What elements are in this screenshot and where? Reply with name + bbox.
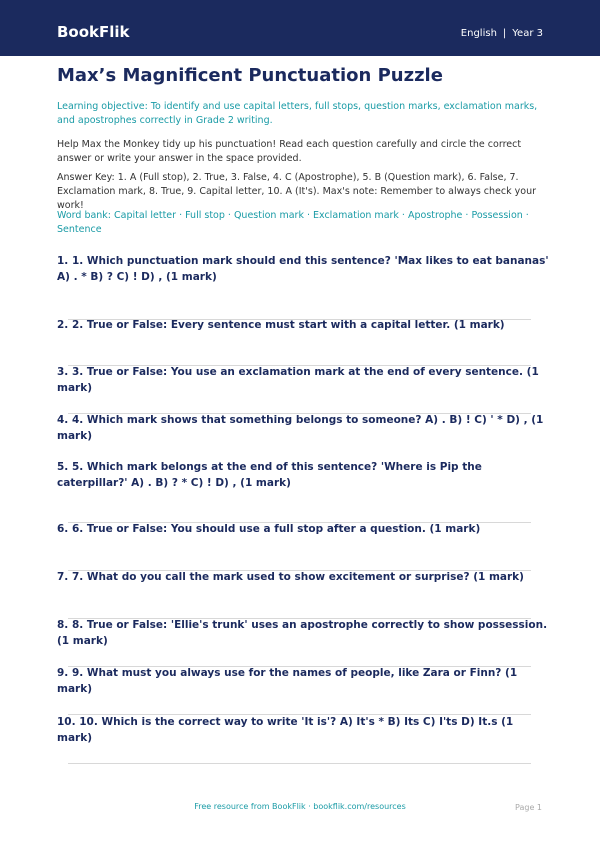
question-10: 10. 10. Which is the correct way to write 'It is'? A) It's * B) Its C) I'ts D) It.s (1 mark) [57,716,514,744]
question-4: 4. 4. Which mark shows that something belongs to someone? A) . B) ! C) ' * D) , (1 mark) [57,414,544,442]
footer-resource-link[interactable]: Free resource from BookFlik · bookflik.com/resources [194,802,406,811]
brand-logo[interactable]: BookFlik [57,23,130,41]
answer-line[interactable] [68,763,531,764]
question-1: 1. 1. Which punctuation mark should end this sentence? 'Max likes to eat bananas' A) . * B) ? C) ! D) , (1 mark) [57,255,549,283]
page-number: Page 1 [515,803,542,812]
header-meta [461,27,543,41]
year-label: Year 3 [512,28,543,39]
header-separator: | [502,28,507,39]
word-bank: Word bank: Capital letter · Full stop · Question mark · Exclamation mark · Apostrophe · Possession · Sentence [57,210,529,235]
question-7: 7. 7. What do you call the mark used to show excitement or surprise? (1 mark) [57,571,524,583]
question-3: 3. 3. True or False: You use an exclamation mark at the end of every sentence. (1 mark) [57,366,539,394]
question-5: 5. 5. Which mark belongs at the end of this sentence? 'Where is Pip the caterpillar?' A) . B) ? * C) ! D) , (1 mark) [57,461,482,489]
learning-objective: Learning objective: To identify and use capital letters, full stops, question marks, exclamation marks, and apostrophes correctly in Grade 2 writing. [57,101,538,126]
header-bar [0,0,600,56]
page-title: Max’s Magnificent Punctuation Puzzle [57,65,443,86]
instructions: Help Max the Monkey tidy up his punctuation! Read each question carefully and circle the correct answer or write your answer in the space provided. [57,139,522,164]
question-8: 8. 8. True or False: 'Ellie's trunk' uses an apostrophe correctly to show possession. (1 mark) [57,619,548,647]
question-9: 9. 9. What must you always use for the names of people, like Zara or Finn? (1 mark) [57,667,518,695]
answer-key: Answer Key: 1. A (Full stop), 2. True, 3. False, 4. C (Apostrophe), 5. B (Question mark), 6. False, 7. Exclamation mark, 8. True, 9. Capital letter, 10. A (It's). Max's note: Remember to always check your work! [57,172,536,211]
question-6: 6. 6. True or False: You should use a full stop after a question. (1 mark) [57,523,481,535]
language-label: English [460,28,497,39]
question-2: 2. 2. True or False: Every sentence must start with a capital letter. (1 mark) [57,319,505,331]
